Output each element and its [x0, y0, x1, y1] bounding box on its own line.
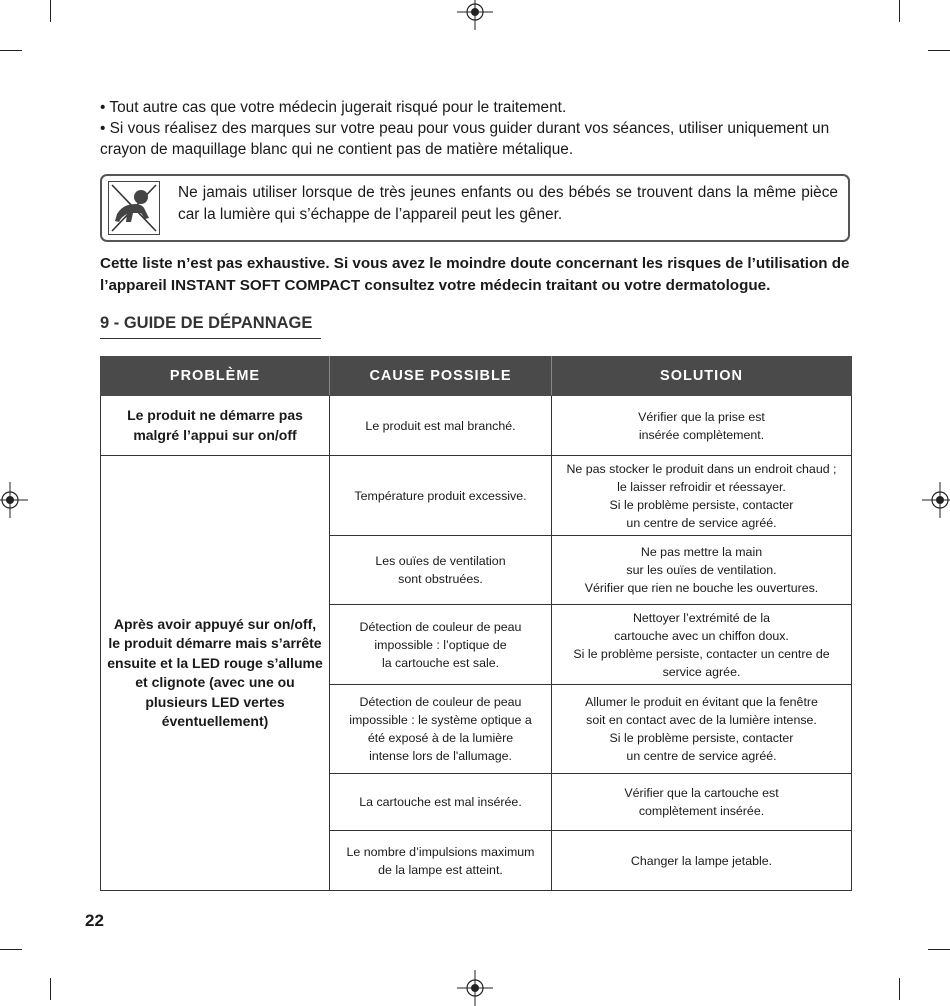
solution-cell: Nettoyer l’extrémité de la cartouche avec un chiffon doux. Si le problème persiste, contacter un centre de service agrée. — [552, 605, 852, 685]
no-babies-icon — [108, 181, 160, 235]
problem-cell: Le produit ne démarre pas malgré l’appui sur on/off — [101, 396, 330, 456]
table-row — [101, 456, 852, 536]
solution-cell: Ne pas mettre la main sur les ouïes de ventilation. Vérifier que rien ne bouche les ouvertures. — [552, 536, 852, 605]
cause-cell: Température produit excessive. — [330, 456, 552, 536]
solution-cell: Vérifier que la prise est insérée complètement. — [552, 396, 852, 456]
troubleshooting-table — [100, 356, 852, 891]
crop-mark — [0, 50, 22, 51]
cause-cell: Détection de couleur de peau impossible : l’optique de la cartouche est sale. — [330, 605, 552, 685]
registration-mark-icon — [457, 0, 493, 30]
crop-mark — [50, 978, 51, 1000]
header-problem: PROBLÈME — [101, 357, 330, 396]
crop-mark — [899, 978, 900, 1000]
solution-cell: Ne pas stocker le produit dans un endroit chaud ; le laisser refroidir et réessayer. Si le problème persiste, contacter un centre de service agréé. — [552, 456, 852, 536]
problem-cell: Après avoir appuyé sur on/off, le produit démarre mais s’arrête ensuite et la LED rouge s’allume et clignote (avec une ou plusieurs LED vertes éventuellement) — [101, 456, 330, 891]
bullet-item: • Tout autre cas que votre médecin jugerait risqué pour le traitement. — [100, 99, 567, 116]
crop-mark — [928, 50, 950, 51]
precaution-list — [100, 97, 852, 160]
page-number: 22 — [85, 911, 104, 930]
warning-text: Ne jamais utiliser lorsque de très jeunes enfants ou des bébés se trouvent dans la même pièce car la lumière qui s’échappe de l’appareil peut les gêner. — [178, 184, 838, 223]
solution-cell: Changer la lampe jetable. — [552, 831, 852, 891]
table-header-row — [101, 357, 852, 396]
cause-cell: Le nombre d’impulsions maximum de la lampe est atteint. — [330, 831, 552, 891]
registration-mark-icon — [0, 482, 28, 518]
header-cause: CAUSE POSSIBLE — [330, 357, 552, 396]
table-row — [101, 396, 852, 456]
cause-cell: Le produit est mal branché. — [330, 396, 552, 456]
header-solution: SOLUTION — [552, 357, 852, 396]
solution-cell: Vérifier que la cartouche est complètement insérée. — [552, 774, 852, 831]
registration-mark-icon — [457, 970, 493, 1006]
bullet-item: • Si vous réalisez des marques sur votre peau pour vous guider durant vos séances, utiliser uniquement un crayon de maquillage blanc qui ne contient pas de matière métalique. — [100, 120, 830, 158]
cause-cell: Détection de couleur de peau impossible : le système optique a été exposé à de la lumière intense lors de l'allumage. — [330, 685, 552, 774]
crop-mark — [899, 0, 900, 22]
disclaimer-note: Cette liste n’est pas exhaustive. Si vous avez le moindre doute concernant les risques de l’utilisation de l’appareil INSTANT SOFT COMPACT consultez votre médecin traitant ou votre dermatologue. — [100, 255, 850, 294]
crop-mark — [928, 949, 950, 950]
section-title: 9 - GUIDE DE DÉPANNAGE — [100, 314, 321, 339]
registration-mark-icon — [922, 482, 950, 518]
crop-mark — [50, 0, 51, 22]
cause-cell: Les ouïes de ventilation sont obstruées. — [330, 536, 552, 605]
cause-cell: La cartouche est mal insérée. — [330, 774, 552, 831]
warning-box — [100, 174, 850, 242]
solution-cell: Allumer le produit en évitant que la fenêtre soit en contact avec de la lumière intense. Si le problème persiste, contacter un centre de service agréé. — [552, 685, 852, 774]
crop-mark — [0, 949, 22, 950]
